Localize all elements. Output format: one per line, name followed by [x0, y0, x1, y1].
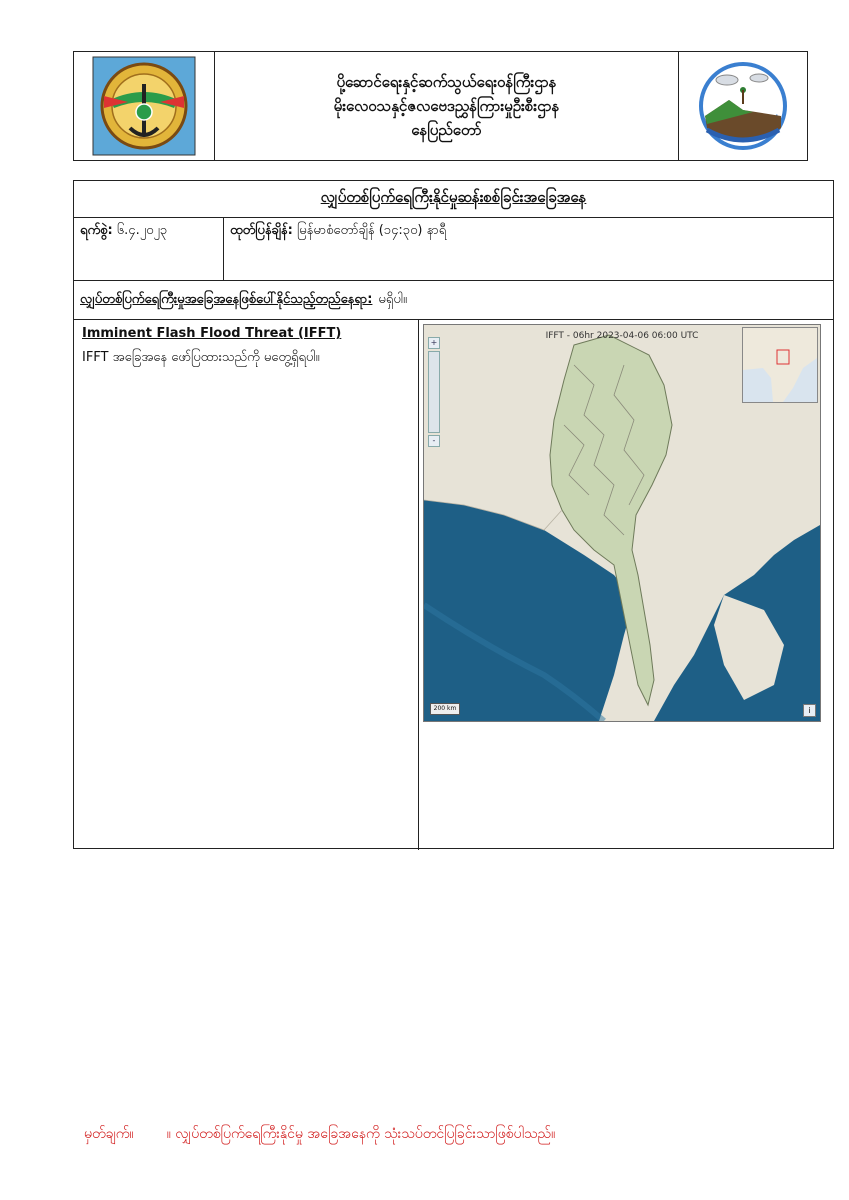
date-label: ရက်စွဲ:: [80, 223, 113, 238]
overview-map[interactable]: [742, 327, 818, 403]
overview-map-icon: [743, 328, 817, 402]
ministry-name: ပို့ဆောင်ရေးနှင့်ဆက်သွယ်ရေးဝန်ကြီးဌာန: [336, 73, 557, 91]
time-value: မြန်မာစံတော်ချိန် (၁၄:၃၀) နာရီ: [297, 223, 447, 238]
time-label: ထုတ်ပြန်ချိန်:: [230, 223, 293, 238]
zoom-in-button[interactable]: +: [428, 337, 440, 349]
ifft-map-cell: [419, 320, 833, 850]
ministry-logo-cell: [74, 52, 215, 160]
ifft-title: Imminent Flash Flood Threat (IFFT): [82, 326, 342, 341]
zoom-control[interactable]: [428, 337, 438, 449]
map-title: IFFT - 06hr 2023-04-06 06:00 UTC: [545, 331, 699, 341]
date-value: ၆.၄.၂၀၂၃: [116, 223, 168, 238]
zoom-out-button[interactable]: -: [428, 435, 440, 447]
footer-note: [84, 1124, 555, 1145]
ifft-map[interactable]: [423, 324, 821, 722]
location-label: လျှပ်တစ်ပြက်ရေကြီးမှုအခြေအနေဖြစ်ပေါ်နိုင်သည့်တည်နေရာ:: [80, 291, 373, 307]
date-cell: [74, 218, 224, 280]
location-value: မရှိပါ။: [378, 291, 407, 307]
report-title: လျှပ်တစ်ပြက်ရေကြီးနိုင်မှုဆန်းစစ်ခြင်းအခြေအနေ: [74, 181, 833, 218]
water-cycle-logo-icon: [693, 56, 793, 156]
footer-note-label: မှတ်ချက်။: [84, 1126, 134, 1142]
header: [73, 51, 808, 161]
city-name: နေပြည်တော်: [411, 121, 482, 139]
date-time-row: [74, 218, 833, 281]
map-info-button[interactable]: i: [803, 704, 816, 717]
report-table: [73, 180, 834, 849]
location-row: [74, 281, 833, 320]
header-title: [215, 52, 678, 160]
map-scale: 200 km: [430, 703, 460, 715]
ifft-description-cell: [74, 320, 419, 850]
hydrology-logo-cell: [678, 52, 807, 160]
ifft-text: IFFT အခြေအနေ ဖော်ပြထားသည်ကို မတွေ့ရှိရပါ။: [82, 350, 320, 365]
ifft-row: [74, 320, 833, 850]
zoom-slider[interactable]: [428, 351, 440, 433]
ministry-logo-icon: [92, 56, 196, 156]
footer-note-text: ။ လျှပ်တစ်ပြက်ရေကြီးနိုင်မှု အခြေအနေကို သုံးသပ်တင်ပြခြင်းသာဖြစ်ပါသည်။: [166, 1126, 556, 1142]
time-cell: [224, 218, 833, 280]
department-name: မိုးလေဝသနှင့်ဇလဗေဒညွှန်ကြားမှုဦးစီးဌာန: [333, 97, 560, 115]
